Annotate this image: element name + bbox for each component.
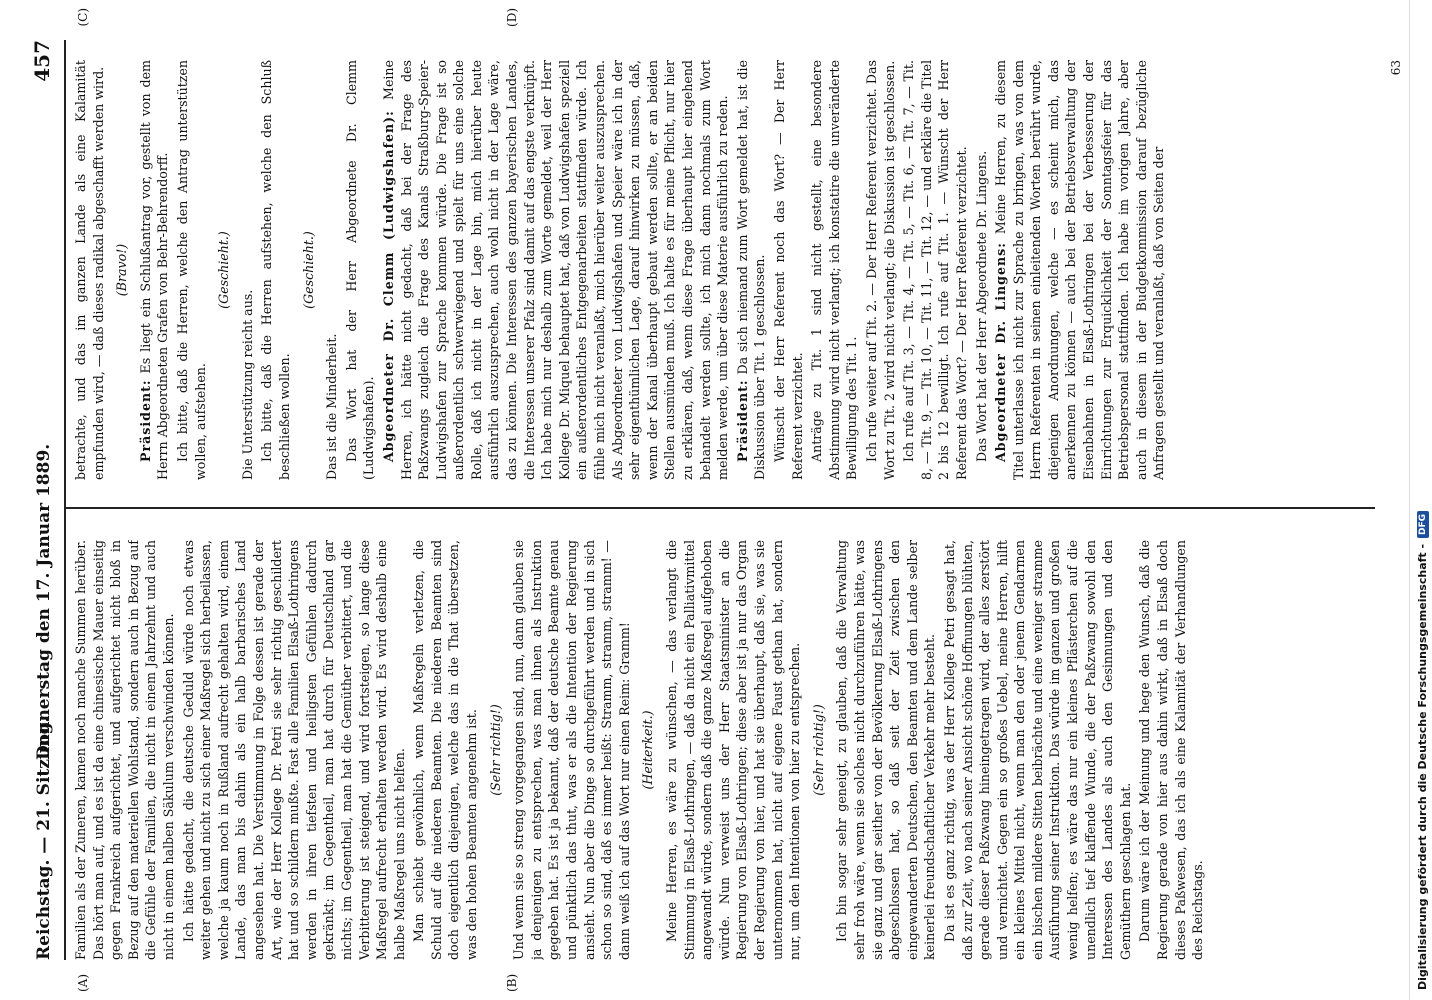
interjection: (Bravo!) (114, 243, 130, 297)
signature-number: 63 (1389, 60, 1403, 76)
paragraph (863, 60, 898, 480)
paragraph (833, 540, 939, 960)
speaker-name: Präsident: (137, 379, 153, 462)
paragraph-text: Die Unterstützung reicht aus. (239, 289, 255, 480)
paragraph-text: Da sich niemand zum Wort gemeldet hat, ist die Diskussion über Tit. 1 geschlossen. (734, 60, 768, 480)
paragraph (323, 60, 341, 480)
paragraph-text: Ich bin sogar sehr geneigt, zu glauben, daß die Verwaltung sehr froh wäre, wenn sie solches nicht durchzuführen hätte, was sie ganz und gar seither von der Bevölkerung Elsaß-Lothringens abgeschlossen hat, so daß seit der Zeit zwischen den eingewanderten Deutschen, den Beamten und dem Lande selber keinerlei freundschaftlicher Verkehr mehr besteht. (834, 540, 938, 960)
interjection: (Geschieht.) (216, 231, 232, 309)
sidebar-credit (1412, 0, 1432, 1000)
speech-paragraph (734, 60, 769, 480)
speaker-name: Präsident: (734, 379, 750, 462)
right-column (72, 60, 1375, 480)
paragraph-text: Ich hätte gedacht, die deutsche Geduld würde noch etwas weiter gehen und nicht zu sich einer Maßregel sich herbeilassen, welche ja kaum noch in Rußland aufrecht gehalten wird, einem Lande, das man bis dahin als ein halb barbarisches Land angesehen hat. Die Verstimmung in Folge dessen ist gerade der Art, wie der Herr Kollege Dr. Petri sie sehr richtig geschildert hat und so schildern mußte. Fast alle Familien Elsaß-Lothringens werden in ihren tiefsten und heiligsten Gefühlen dadurch gekränkt; im Gegentheil, man hat durch für Deutschland gar nichts; im Gegentheil, man hat die Gemüther verbittert, und die Verbitterung ist steigend, und wird fortsteigen, so lange diese Maßregel aufrecht erhalten werden wird. Es wird deshalb eine halbe Maßregel uns nicht helfen. (180, 540, 407, 960)
interjection: (Geschieht.) (300, 231, 316, 309)
speech-paragraph (380, 60, 732, 480)
paragraph (410, 540, 480, 960)
paragraph (239, 60, 257, 480)
paragraph (72, 540, 178, 960)
paragraph (343, 60, 378, 480)
paragraph-text: Ich rufe auf Tit. 3, — Tit. 4, — Tit. 5, — Tit. 6, — Tit. 7, — Tit. 8, — Tit. 9, — Tit. 10, — Tit. 11, — Tit. 12, — und erkläre die Titel 2 bis 12 bewilligt. Ich rufe auf Tit. 1. — Wünscht der Herr Referent das Wort? — Der Herr Referent verzichtet. (901, 60, 969, 480)
paragraph-text: betrachte, und das im ganzen Lande als eine Kalamität empfunden wird, — daß dieses radikal abgeschafft werden wird. (73, 60, 106, 480)
paragraph (771, 60, 806, 480)
header-rule (64, 40, 66, 960)
paragraph-text: Meine Herren, es wäre zu wünschen, — das verlangt die Stimmung in Elsaß-Lothringen, — daß da nicht ein Palliativmittel angewandt würde, sondern daß die ganze Maßregel aufgehoben würde. Nun verweist uns der Herr Staatsminister an die Regierung von Elsaß-Lothringen; diese aber ist ja nur das Organ der Regierung von hier, und hat sie überhaupt, daß sie, was sie unternommen hat, nicht auf eigene Faust gethan hat, sondern nur, um den Intentionen von hier zu entsprechen. (664, 540, 803, 960)
paragraph-text: Ich bitte, daß die Herren, welche den Antrag unterstützen wollen, aufstehen. (174, 60, 208, 480)
header-left: Reichstag. — 21. Sitzung. (34, 716, 54, 960)
paragraph-text: Da ist es ganz richtig, was der Herr Kollege Petri gesagt hat, daß zur Zeit, wo nach seiner Ansicht schöne Hoffnungen blühten, gerade dieser Paßzwang hineingetragen wird, der alles zerstört und vernichtet. Gegen ein so großes Uebel, meine Herren, hilft ein kleines Mittel nicht, wenn man den oder jenem Gendarmen ein bischen mildere Sitten beibrächte und eine weniger stramme Ausführung seiner Instruktion. Das würde im ganzen und großen wenig helfen; es wäre das nur ein kleines Pflästerchen auf die unendlich tief klaffende Wunde, die der Paßzwang sowohl den Interessen des Landes als auch den Gesinnungen und den Gemüthern geschlagen hat. (941, 540, 1133, 960)
speech-paragraph (137, 60, 172, 480)
paragraph-text: Familien als der Zuneren, kamen noch manche Summen herüber. Das hört man auf, und es ist da eine chinesische Mauer einseitig gegen Frankreich aufgerichtet, und aufgerichtet nicht bloß in Bezug auf den materiellen Wohlstand, sondern auch in Bezug auf die Gefühle der Familien, die nicht in einem Jahrzehnt und auch nicht in einem halben Säkulum verschwinden können. (73, 540, 176, 960)
header-middle: Donnerstag den 17. Januar 1889. (34, 443, 54, 760)
paragraph-text: Ich rufe weiter auf Tit. 2. — Der Herr Referent verzichtet. Das Wort zu Tit. 2 wird nicht verlangt; die Diskussion ist geschlossen. (863, 60, 897, 480)
margin-marker-b: (B) (505, 973, 519, 992)
speaker-name: Abgeordneter Dr. Clemm (Ludwigshafen): (380, 110, 396, 462)
page-number: 457 (30, 40, 54, 82)
paragraph (900, 60, 970, 480)
paragraph (510, 540, 633, 960)
paragraph (973, 60, 991, 480)
paragraph (174, 60, 209, 480)
dfg-logo: DFG (1417, 511, 1429, 538)
paragraph-text: Und wenn sie so streng vorgegangen sind, nun, dann glauben sie ja denjenigen zu entsprechen, was man ihnen als Instruktion gegeben hat. Es ist ja bekannt, daß der deutsche Beamte genau und pünktlich das thut, was er als die Intention der Regierung ansieht. Nun aber die Dinge so durchgeführt werden und in sich schon so sind, daß es immer heißt: Stramm, stramm, stramm! — dann weiß ich auf das Wort nur einen Reim: Gramm! (511, 540, 632, 960)
interjection: (Heiterkeit.) (640, 710, 656, 790)
paragraph-text: Darum wäre ich der Meinung und hege den Wunsch, daß die Regierung gerade von hier aus dahin wirkt, daß in Elsaß doch dieses Paßwesen, das ich als eine Kalamität der Verhandlungen des Reichstags. (1137, 540, 1206, 960)
margin-marker-a: (A) (76, 973, 90, 992)
paragraph (72, 60, 107, 480)
paragraph (808, 60, 861, 480)
speaker-name: Abgeordneter Dr. Lingens: (993, 242, 1009, 462)
speech-paragraph (992, 60, 1168, 480)
paragraph (1136, 540, 1206, 960)
paragraph (258, 60, 293, 480)
interjection: (Sehr richtig!) (487, 704, 503, 796)
paragraph-text: Es liegt ein Schlußantrag vor, gestellt von dem Herrn Abgeordneten Grafen von Behr-Behrendorff. (137, 60, 171, 480)
paragraph-text: Das ist die Minderheit. (324, 333, 340, 480)
paragraph (663, 540, 804, 960)
interjection: (Sehr richtig!) (810, 704, 826, 796)
paragraph-text: Meine Herren, zu diesem Titel unterlasse ich nicht zur Sprache zu bringen, was von dem Herrn Referenten in seinen einleitenden Worten berührt wurde, diejenigen Anordnungen, welche — es scheint mich, das anerkennen zu können — auch bei der Betriebsverwaltung der Eisenbahnen in Elsaß-Lothringen bei der Verbesserung der Einrichtungen zur Erquicklichkeit der Sonntagsfeier für das Betriebspersonal stattfinden. Ich habe im vorigen Jahre, aber auch in diesem in der Budgetkommission darauf bezügliche Anfragen gestellt und veranlaßt, daß von Seiten der (993, 60, 1167, 480)
left-column (72, 540, 1375, 960)
paragraph (941, 540, 1135, 960)
paragraph-text: Ich bitte, daß die Herren aufstehen, welche den Schluß beschließen wollen. (259, 60, 292, 480)
paragraph-text: Das Wort hat der Herr Abgeordnete Dr. Lingens. (973, 150, 989, 462)
margin-marker-c: (C) (76, 8, 90, 27)
paragraph-text: Meine Herren, ich hätte nicht gedacht, daß bei der Frage des Paßzwangs zugleich die Frage des Kanals Straßburg-Speier-Ludwigshafen zur Sprache kommen würde. Die Frage ist so außerordentlich schwerwiegend und spielt für uns eine solche Rolle, daß ich nicht in der Lage bin, mich hierüber heute ausführlich auszusprechen, auch wohl nicht in der Lage wäre, das zu können. Die Interessen des ganzen bayerischen Landes, die Interessen unserer Pfalz sind damit auf das engste verknüpft. Ich habe mich nur deshalb zum Worte gemeldet, weil der Herr Kollege Dr. Miquel behauptet hat, daß von Ludwigshafen speziell ein außerordentliches Entgegenarbeiten stattfinden würde. Ich fühle mich nicht veranlaßt, mich hierüber weiter auszusprechen. Als Abgeordneter von Ludwigshafen und Speier wäre ich in der sehr eigenthümlichen Lage, darauf hinwirken zu müssen, daß, wenn der Kanal überhaupt gebaut werden sollte, er an beiden Stellen ausmünden muß. Ich halte es für meine Pflicht, nur hier zu erklären, daß, wenn diese Frage überhaupt hier eingehend behandelt werden sollte, ich mich dann nochmals zum Wort melden werde, um über diese Materie ausführlich zu reden. (380, 60, 731, 480)
margin-marker-d: (D) (505, 8, 519, 27)
column-divider (66, 507, 1375, 509)
dfg-sidebar (1409, 0, 1432, 1000)
sidebar-credit-text: Digitalisierung gefördert durch die Deutsche Forschungsgemeinschaft - (1416, 543, 1429, 990)
paragraph-text: Wünscht der Herr Referent noch das Wort? — Der Herr Referent verzichtet. (771, 60, 805, 480)
page-header (28, 40, 62, 960)
paragraph-text: Anträge zu Tit. 1 sind nicht gestellt, eine besondere Abstimmung wird nicht verlangt; ich konstatire die unveränderte Bewilligung des Tit. 1. (809, 60, 860, 480)
paragraph-text: Man schiebt gewöhnlich, wenn Maßregeln verletzen, die Schuld auf die niederen Beamten. Die niederen Beamten sind doch eigentlich diejenigen, welche das in die That übersetzen, was den hohen Beamten angenehm ist. (411, 540, 480, 960)
paragraph (180, 540, 409, 960)
paragraph-text: Das Wort hat der Herr Abgeordnete Dr. Clemm (Ludwigshafen). (343, 60, 377, 480)
